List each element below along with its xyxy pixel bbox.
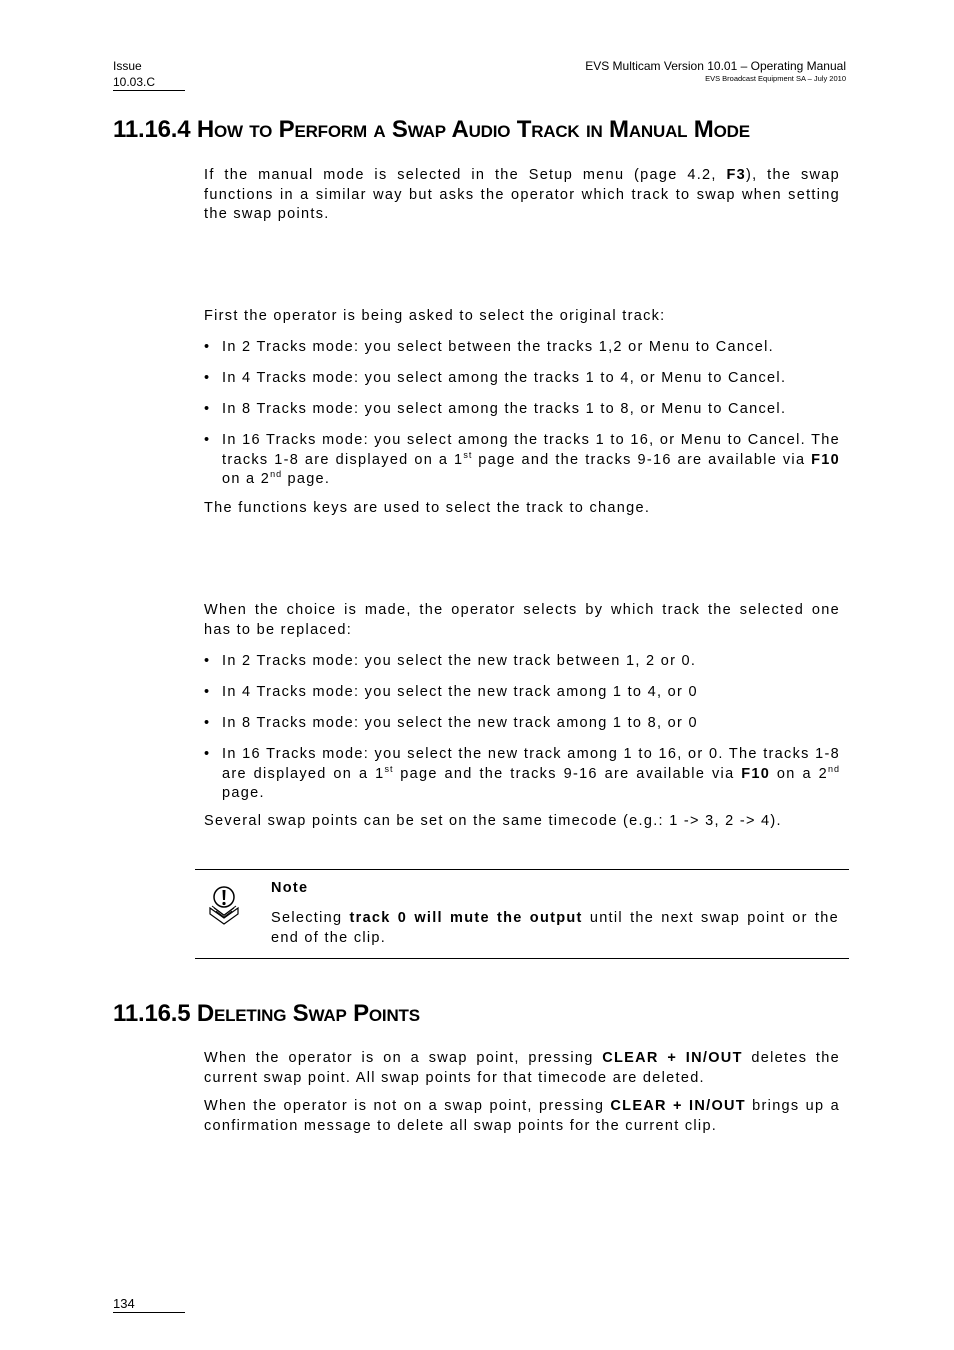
list-item: • In 8 Tracks mode: you select the new track among 1 to 8, or 0: [204, 714, 840, 734]
delete-current-paragraph: When the operator is on a swap point, pressing CLEAR + IN/OUT deletes the current swap point. All swap points for that timecode are deleted.: [204, 1050, 840, 1086]
section-heading-11-16-4: 11.16.4 How to Perform a Swap Audio Track in Manual Mode: [113, 116, 750, 143]
original-track-list: [204, 338, 840, 501]
manual-subtitle: EVS Broadcast Equipment SA – July 2010: [705, 74, 846, 83]
list-item: • In 16 Tracks mode: you select among the tracks 1 to 16, or Menu to Cancel. The tracks 1-8 are displayed on a 1st page and the tracks 9-16 are available via F10 on a 2nd page.: [204, 431, 840, 490]
list-item: • In 8 Tracks mode: you select among the tracks 1 to 8, or Menu to Cancel.: [204, 400, 840, 420]
list-item: • In 4 Tracks mode: you select among the tracks 1 to 4, or Menu to Cancel.: [204, 369, 840, 389]
warning-icon: [205, 884, 243, 926]
note-box: [195, 869, 849, 959]
key-in-out: IN/OUT: [689, 1098, 746, 1114]
footer: [113, 1296, 185, 1313]
key-in-out: IN/OUT: [685, 1050, 743, 1066]
note-title: Note: [271, 880, 309, 896]
key-clear: CLEAR: [602, 1050, 659, 1066]
list-item: • In 2 Tracks mode: you select between the tracks 1,2 or Menu to Cancel.: [204, 338, 840, 358]
manual-title: EVS Multicam Version 10.01 – Operating Manual: [585, 59, 846, 73]
issue-label: Issue: [113, 59, 142, 73]
several-swap-points-paragraph: Several swap points can be set on the same timecode (e.g.: 1 -> 3, 2 -> 4).: [204, 813, 782, 829]
header-issue: [113, 58, 185, 91]
select-original-paragraph: First the operator is being asked to select the original track:: [204, 308, 666, 324]
list-item: • In 2 Tracks mode: you select the new track between 1, 2 or 0.: [204, 652, 840, 672]
list-item: • In 16 Tracks mode: you select the new track among 1 to 16, or 0. The tracks 1-8 are displayed on a 1st page and the tracks 9-16 are available via F10 on a 2nd page.: [204, 745, 840, 804]
note-emphasis: track 0 will mute the output: [349, 910, 583, 926]
section-heading-11-16-5: 11.16.5 Deleting Swap Points: [113, 1000, 420, 1027]
footer-rule: [113, 1312, 185, 1313]
issue-number: 10.03.C: [113, 75, 156, 89]
intro-paragraph: If the manual mode is selected in the Setup menu (page 4.2, F3), the swap functions in a similar way but asks the operator which track to swap when setting the swap points.: [204, 167, 840, 222]
key-f10: F10: [741, 765, 771, 782]
note-text: Selecting track 0 will mute the output until the next swap point or the end of the clip.: [271, 910, 839, 946]
functions-keys-paragraph: The functions keys are used to select the track to change.: [204, 500, 651, 516]
delete-all-paragraph: When the operator is not on a swap point, pressing CLEAR + IN/OUT brings up a confirmation message to delete all swap points for the current clip.: [204, 1098, 840, 1134]
header-title-block: [585, 58, 846, 84]
new-track-list: [204, 652, 840, 815]
key-f10: F10: [811, 451, 840, 468]
choice-made-paragraph: When the choice is made, the operator selects by which track the selected one has to be replaced:: [204, 602, 840, 638]
page-number: 134: [113, 1296, 135, 1311]
key-clear: CLEAR: [610, 1098, 667, 1114]
key-f3: F3: [726, 167, 746, 183]
list-item: • In 4 Tracks mode: you select the new track among 1 to 4, or 0: [204, 683, 840, 703]
header-rule: [113, 90, 185, 91]
